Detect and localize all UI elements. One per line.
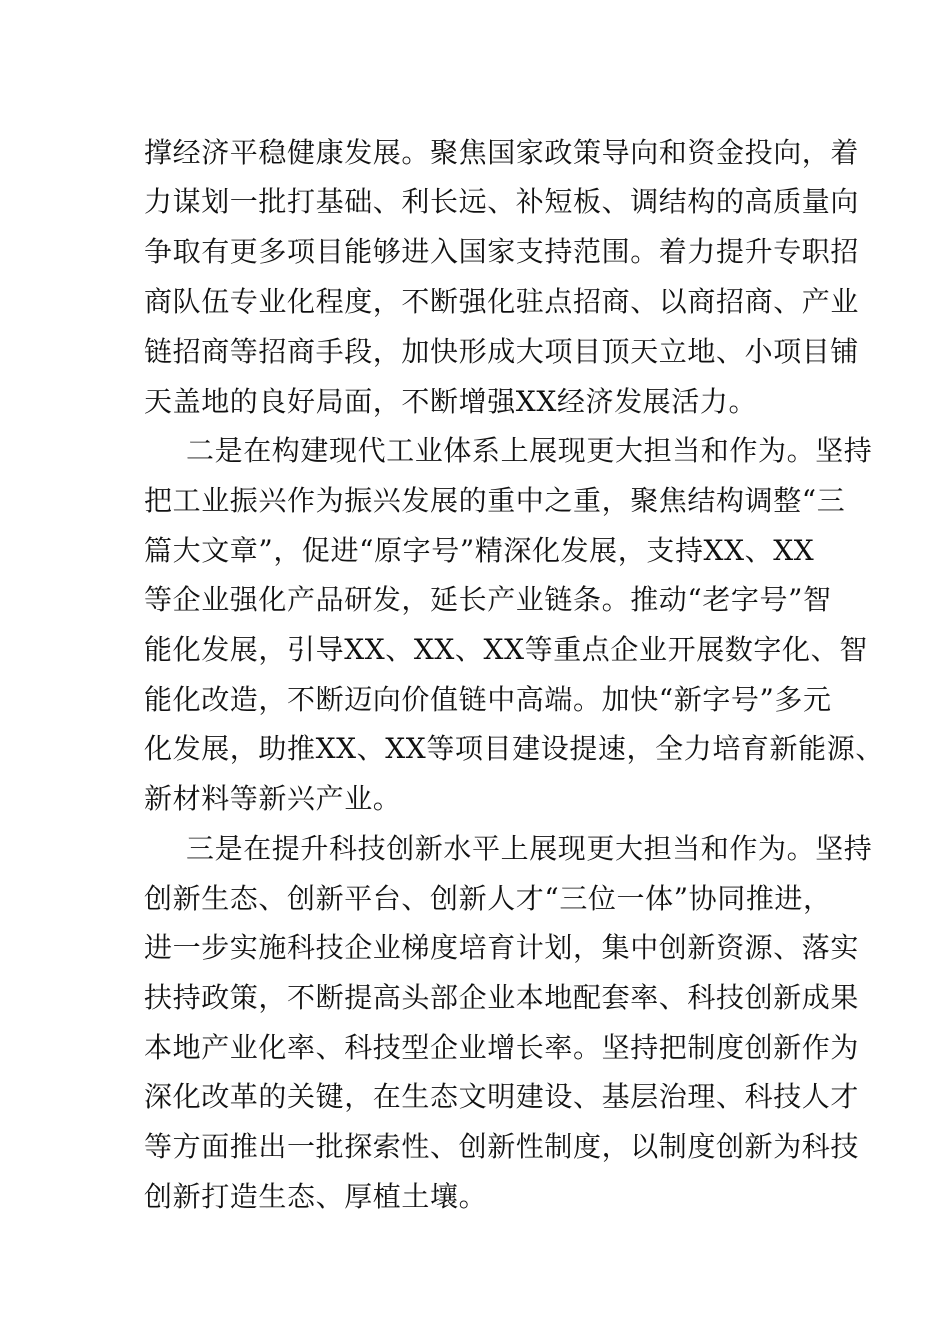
paragraph-2-line-7: 化发展，助推XX、XX等项目建设提速，全力培育新能源、: [144, 732, 884, 765]
text-line-5: 链招商等招商手段，加快形成大项目顶天立地、小项目铺: [144, 335, 860, 368]
paragraph-2-line-1: 二是在构建现代工业体系上展现更大担当和作为。坚持: [186, 434, 873, 467]
text-line-6: 天盖地的良好局面，不断增强XX经济发展活力。: [144, 385, 758, 418]
paragraph-3-line-8: 创新打造生态、厚植土壤。: [144, 1180, 488, 1213]
paragraph-3-line-2: 创新生态、创新平台、创新人才“三位一体”协同推进，: [144, 882, 832, 915]
text-line-4: 商队伍专业化程度，不断强化驻点招商、以商招商、产业: [144, 285, 860, 318]
paragraph-2-line-5: 能化发展，引导XX、XX、XX等重点企业开展数字化、智: [144, 633, 868, 666]
paragraph-3-line-4: 扶持政策，不断提高头部企业本地配套率、科技创新成果: [144, 981, 860, 1014]
text-line-1: 撑经济平稳健康发展。聚焦国家政策导向和资金投向，着: [144, 136, 860, 169]
paragraph-3-line-6: 深化改革的关键，在生态文明建设、基层治理、科技人才: [144, 1080, 860, 1113]
paragraph-2-line-2: 把工业振兴作为振兴发展的重中之重，聚焦结构调整“三: [144, 484, 846, 517]
paragraph-3-line-7: 等方面推出一批探索性、创新性制度，以制度创新为科技: [144, 1130, 860, 1163]
text-line-3: 争取有更多项目能够进入国家支持范围。着力提升专职招: [144, 235, 860, 268]
paragraph-2-line-4: 等企业强化产品研发，延长产业链条。推动“老字号”智: [144, 583, 832, 616]
paragraph-3-line-1: 三是在提升科技创新水平上展现更大担当和作为。坚持: [186, 832, 873, 865]
text-line-2: 力谋划一批打基础、利长远、补短板、调结构的高质量向: [144, 185, 860, 218]
paragraph-3-line-3: 进一步实施科技企业梯度培育计划，集中创新资源、落实: [144, 931, 860, 964]
paragraph-2-line-8: 新材料等新兴产业。: [144, 782, 402, 815]
paragraph-2-line-6: 能化改造，不断迈向价值链中高端。加快“新字号”多元: [144, 683, 832, 716]
paragraph-2-line-3: 篇大文章”，促进“原字号”精深化发展，支持XX、XX: [144, 534, 815, 567]
paragraph-3-line-5: 本地产业化率、科技型企业增长率。坚持把制度创新作为: [144, 1031, 860, 1064]
